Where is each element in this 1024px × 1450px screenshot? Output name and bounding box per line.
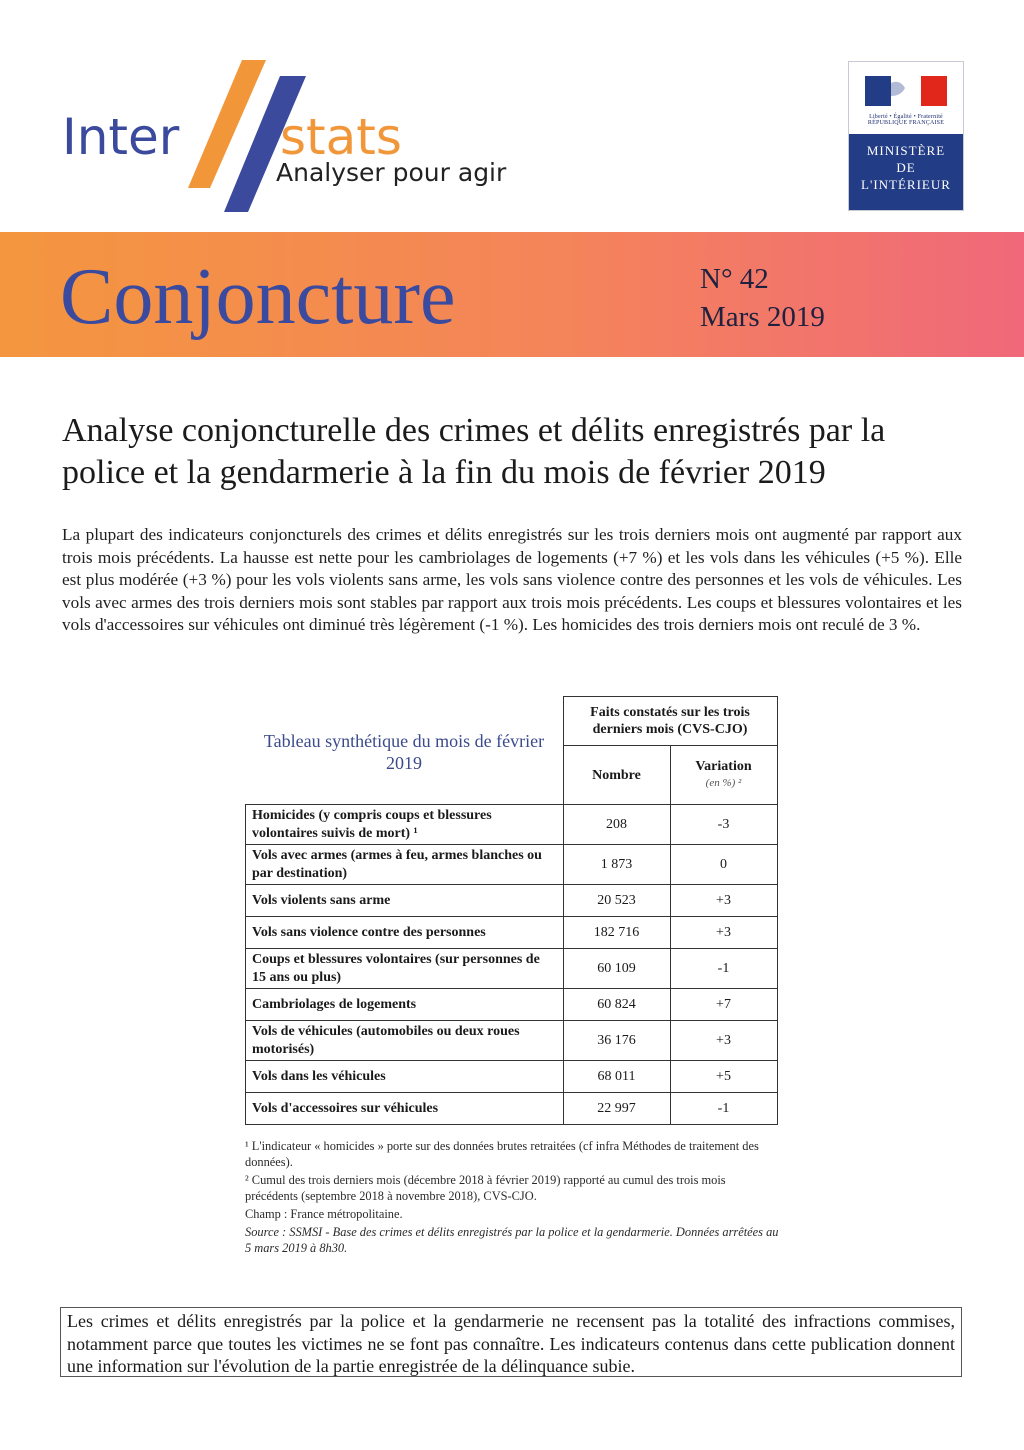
row-variation: +7 <box>670 989 777 1021</box>
republic-motto: Liberté • Égalité • Fraternité RÉPUBLIQUE FRANÇAISE <box>867 114 945 126</box>
table-group-header: Faits constatés sur les trois derniers mois (CVS-CJO) <box>563 697 777 746</box>
row-number: 60 824 <box>563 989 670 1021</box>
table-row <box>246 885 778 917</box>
page-title: Analyse conjoncturelle des crimes et délits enregistrés par la police et la gendarmerie à la fin du mois de février 2019 <box>62 412 886 491</box>
interstats-logo <box>58 60 518 220</box>
disclaimer-box: Les crimes et délits enregistrés par la police et la gendarmerie ne recensent pas la totalité des infractions commises, notamment parce que toutes les victimes ne se font pas connaître. Les indicateurs contenus dans cette publication donnent une information sur l'évolution de la partie enregistrée de la délinquance subie. <box>60 1307 962 1377</box>
column-header-variation: Variation (en %) ² <box>670 746 777 805</box>
row-label: Coups et blessures volontaires (sur personnes de 15 ans ou plus) <box>246 949 564 989</box>
row-number: 60 109 <box>563 949 670 989</box>
row-variation: +3 <box>670 917 777 949</box>
table-row <box>246 949 778 989</box>
row-label: Vols violents sans arme <box>246 885 564 917</box>
row-variation: +3 <box>670 885 777 917</box>
row-variation: +5 <box>670 1061 777 1093</box>
row-label: Vols sans violence contre des personnes <box>246 917 564 949</box>
issue-info <box>700 260 825 336</box>
ministry-logo <box>848 61 964 211</box>
note-1: ¹ L'indicateur « homicides » porte sur des données brutes retraitées (cf infra Méthodes de traitement des données). <box>245 1139 759 1169</box>
note-2: ² Cumul des trois derniers mois (décembre 2018 à février 2019) rapporté au cumul des trois mois précédents (septembre 2018 à novembre 2018), CVS-CJO. <box>245 1173 726 1203</box>
table-notes <box>245 1138 779 1258</box>
issue-number: N° 42 <box>700 263 769 295</box>
summary-table <box>245 696 778 1125</box>
row-number: 68 011 <box>563 1061 670 1093</box>
scope-note: Champ : France métropolitaine. <box>245 1207 403 1221</box>
table-caption: Tableau synthétique du mois de février 2019 <box>263 731 545 773</box>
banner-title: Conjoncture <box>60 253 456 341</box>
row-number: 208 <box>563 805 670 845</box>
table-row <box>246 1093 778 1125</box>
table-row <box>246 917 778 949</box>
row-variation: 0 <box>670 845 777 885</box>
row-label: Vols dans les véhicules <box>246 1061 564 1093</box>
row-number: 20 523 <box>563 885 670 917</box>
ministry-name: MINISTÈRE DE L'INTÉRIEUR <box>849 134 963 210</box>
table-row <box>246 989 778 1021</box>
source-note: Source : SSMSI - Base des crimes et délits enregistrés par la police et la gendarmerie. Données arrêtées au 5 mars 2019 à 8h30. <box>245 1225 779 1255</box>
lead-paragraph: La plupart des indicateurs conjoncturels des crimes et délits enregistrés sur les trois derniers mois ont augmenté par rapport aux trois mois précédents. La hausse est nette pour les cambriolages de logements (+7 %) et les vols dans les véhicules (+5 %). Elle est plus modérée (+3 %) pour les vols violents sans arme, les vols sans violence contre des personnes et les vols de véhicules. Les vols avec armes des trois derniers mois sont stables par rapport aux trois mois précédents. Les coups et blessures volontaires et les vols d'accessoires sur véhicules ont diminué très légèrement (-1 %). Les homicides des trois derniers mois ont reculé de 3 %. <box>62 525 962 635</box>
table-row <box>246 845 778 885</box>
row-label: Vols d'accessoires sur véhicules <box>246 1093 564 1125</box>
row-number: 1 873 <box>563 845 670 885</box>
brand-tagline: Analyser pour agir <box>276 158 507 187</box>
row-variation: +3 <box>670 1021 777 1061</box>
row-number: 36 176 <box>563 1021 670 1061</box>
table-row <box>246 1061 778 1093</box>
row-label: Homicides (y compris coups et blessures volontaires suivis de mort) ¹ <box>246 805 564 845</box>
brand-name-stats: stats <box>280 108 402 166</box>
row-variation: -3 <box>670 805 777 845</box>
table-row <box>246 805 778 845</box>
row-label: Cambriolages de logements <box>246 989 564 1021</box>
column-header-number: Nombre <box>563 746 670 805</box>
table-row <box>246 1021 778 1061</box>
brand-name-inter: Inter <box>62 108 180 166</box>
row-variation: -1 <box>670 949 777 989</box>
row-label: Vols de véhicules (automobiles ou deux roues motorisés) <box>246 1021 564 1061</box>
issue-date: Mars 2019 <box>700 301 825 333</box>
row-variation: -1 <box>670 1093 777 1125</box>
row-label: Vols avec armes (armes à feu, armes blanches ou par destination) <box>246 845 564 885</box>
row-number: 22 997 <box>563 1093 670 1125</box>
conjoncture-banner <box>0 232 1024 357</box>
row-number: 182 716 <box>563 917 670 949</box>
